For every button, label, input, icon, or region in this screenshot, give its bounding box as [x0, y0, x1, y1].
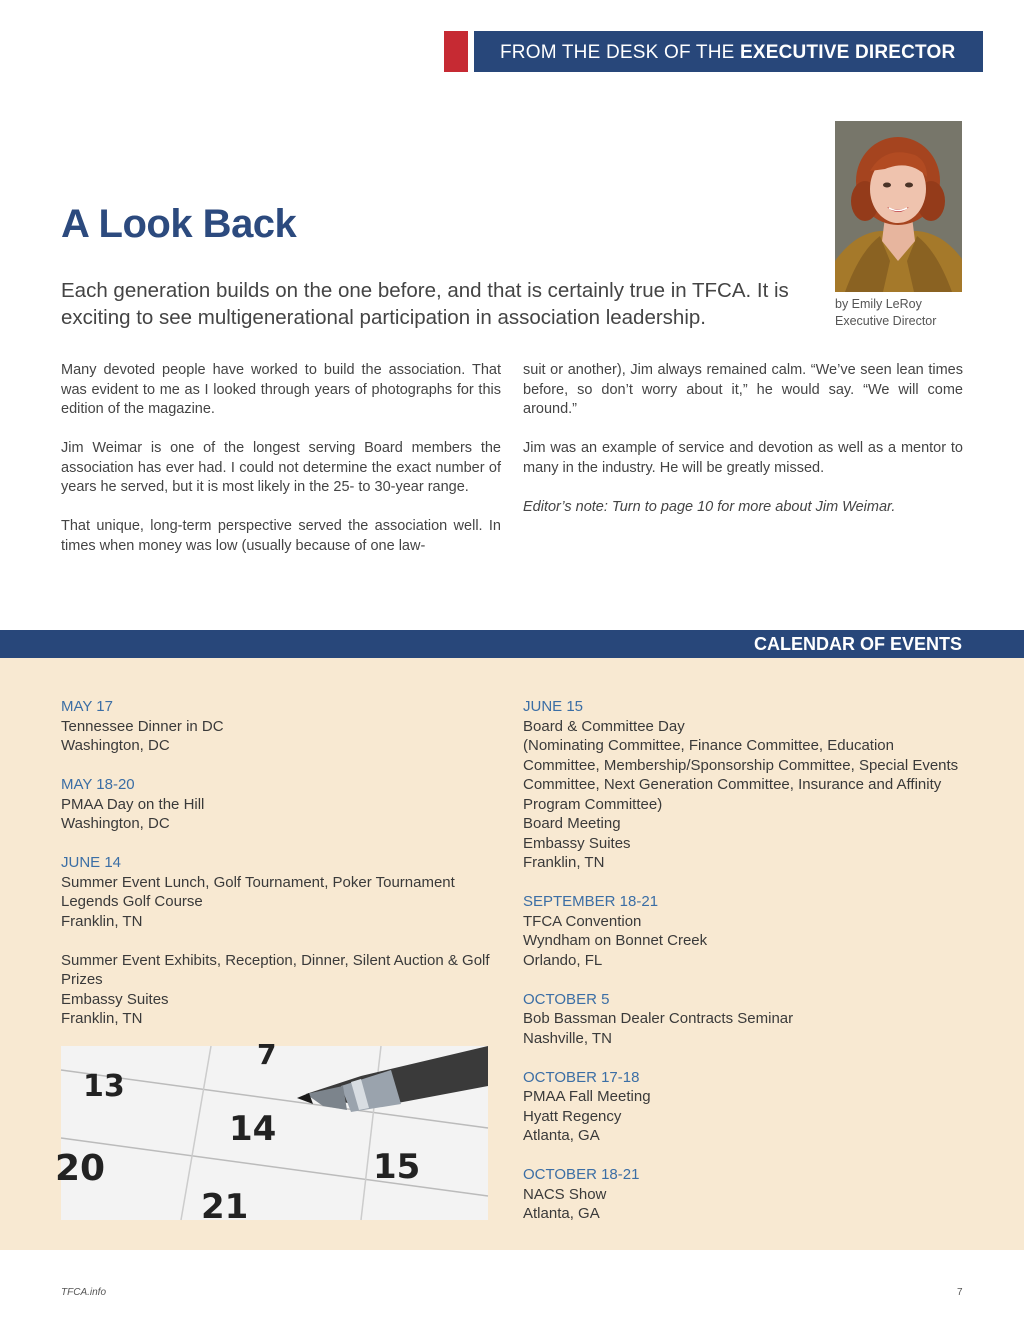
event-detail: Board Meeting — [523, 815, 621, 832]
calendar-event — [61, 697, 501, 756]
events-right-column — [523, 697, 963, 1243]
event-date: JUNE 15 — [523, 698, 584, 715]
calendar-event — [61, 775, 501, 834]
event-date: MAY 17 — [61, 698, 113, 715]
paragraph: suit or another), Jim always remained calm. “We’ve seen lean times before, so don’t worry about it,” he would say. “We will come around.” — [523, 362, 963, 417]
event-date: OCTOBER 18-21 — [523, 1166, 640, 1183]
calendar-header-bar — [0, 630, 1024, 658]
calendar-event — [61, 951, 501, 1029]
event-detail: Board & Committee Day — [523, 717, 685, 735]
event-date: MAY 18-20 — [61, 776, 135, 793]
calendar-event — [61, 853, 501, 931]
event-detail: Hyatt Regency — [523, 1107, 622, 1125]
event-detail: (Nominating Committee, Finance Committee, Education Committee, Membership/Sponsorship Committee, Special Events Committee, Next Generation Committee, Insurance and Affinity Program Committee) — [523, 737, 959, 813]
event-detail: PMAA Fall Meeting — [523, 1088, 651, 1105]
event-date: OCTOBER 5 — [523, 990, 610, 1008]
paragraph: Many devoted people have worked to build the association. That was evident to me as I looked through years of photographs for this edition of the magazine. — [61, 362, 501, 417]
event-detail: Franklin, TN — [523, 854, 605, 871]
event-detail: Washington, DC — [61, 815, 170, 832]
footer-site: TFCA.info — [61, 1287, 107, 1298]
calendar-photo — [55, 1038, 488, 1227]
photo-number: 7 — [257, 1038, 277, 1071]
event-detail: Tennessee Dinner in DC — [61, 717, 224, 735]
author-portrait — [835, 121, 962, 292]
paragraph: That unique, long-term perspective served the association well. In times when money was low (usually because of one law- — [61, 518, 501, 554]
banner-prefix: FROM THE DESK OF THE — [500, 42, 740, 63]
events-left-column — [61, 697, 501, 1048]
event-detail: Bob Bassman Dealer Contracts Seminar — [523, 1010, 794, 1027]
body-column-left — [61, 361, 501, 576]
event-detail: Embassy Suites — [523, 834, 631, 852]
calendar-event — [523, 892, 963, 970]
paragraph: Jim was an example of service and devotion as well as a mentor to many in the industry. He will be greatly missed. — [523, 440, 963, 476]
banner-red-accent — [444, 31, 468, 72]
calendar-title: CALENDAR OF EVENTS — [753, 634, 962, 654]
paragraph: Jim Weimar is one of the longest serving Board members the association has ever had. I could not determine the exact number of years he served, but it is most likely in the 25- to 30-year range. — [61, 440, 501, 495]
event-detail: Legends Golf Course — [61, 893, 203, 910]
event-detail: Embassy Suites — [61, 990, 169, 1008]
byline-role: Executive Director — [835, 314, 937, 328]
photo-number: 13 — [83, 1069, 125, 1104]
photo-number: 20 — [55, 1148, 106, 1189]
photo-number: 14 — [229, 1109, 277, 1149]
calendar-event — [523, 697, 963, 873]
event-detail: Nashville, TN — [523, 1029, 612, 1047]
event-date: JUNE 14 — [61, 854, 122, 871]
event-detail: PMAA Day on the Hill — [61, 795, 205, 813]
calendar-event — [523, 1165, 963, 1224]
event-detail: NACS Show — [523, 1185, 607, 1203]
event-date: OCTOBER 17-18 — [523, 1068, 640, 1086]
event-detail: Wyndham on Bonnet Creek — [523, 932, 708, 949]
event-detail: Summer Event Lunch, Golf Tournament, Poker Tournament — [61, 873, 455, 891]
event-detail: Washington, DC — [61, 737, 170, 754]
article-subtitle: Each generation builds on the one before, and that is certainly true in TFCA. It is exciting to see multigenerational participation in association leadership. — [61, 279, 789, 329]
byline — [835, 296, 936, 330]
article-title: A Look Back — [61, 202, 297, 246]
photo-number: 15 — [373, 1147, 421, 1187]
byline-name: by Emily LeRoy — [835, 297, 922, 311]
event-detail: Atlanta, GA — [523, 1127, 600, 1144]
event-detail: Summer Event Exhibits, Reception, Dinner, Silent Auction & Golf Prizes — [61, 951, 490, 988]
event-detail: Atlanta, GA — [523, 1205, 600, 1222]
calendar-event — [523, 990, 963, 1049]
event-date: SEPTEMBER 18-21 — [523, 893, 659, 910]
event-detail: Orlando, FL — [523, 951, 603, 969]
banner-text — [500, 42, 955, 64]
section-banner — [470, 31, 983, 72]
banner-bold: EXECUTIVE DIRECTOR — [739, 42, 956, 63]
event-detail: Franklin, TN — [61, 912, 143, 930]
event-detail: Franklin, TN — [61, 1010, 143, 1027]
photo-number: 21 — [201, 1187, 249, 1227]
body-column-right — [523, 361, 963, 537]
calendar-event — [523, 1068, 963, 1146]
page-number: 7 — [957, 1287, 963, 1298]
event-detail: TFCA Convention — [523, 912, 642, 930]
editor-note: Editor’s note: Turn to page 10 for more about Jim Weimar. — [523, 498, 896, 515]
